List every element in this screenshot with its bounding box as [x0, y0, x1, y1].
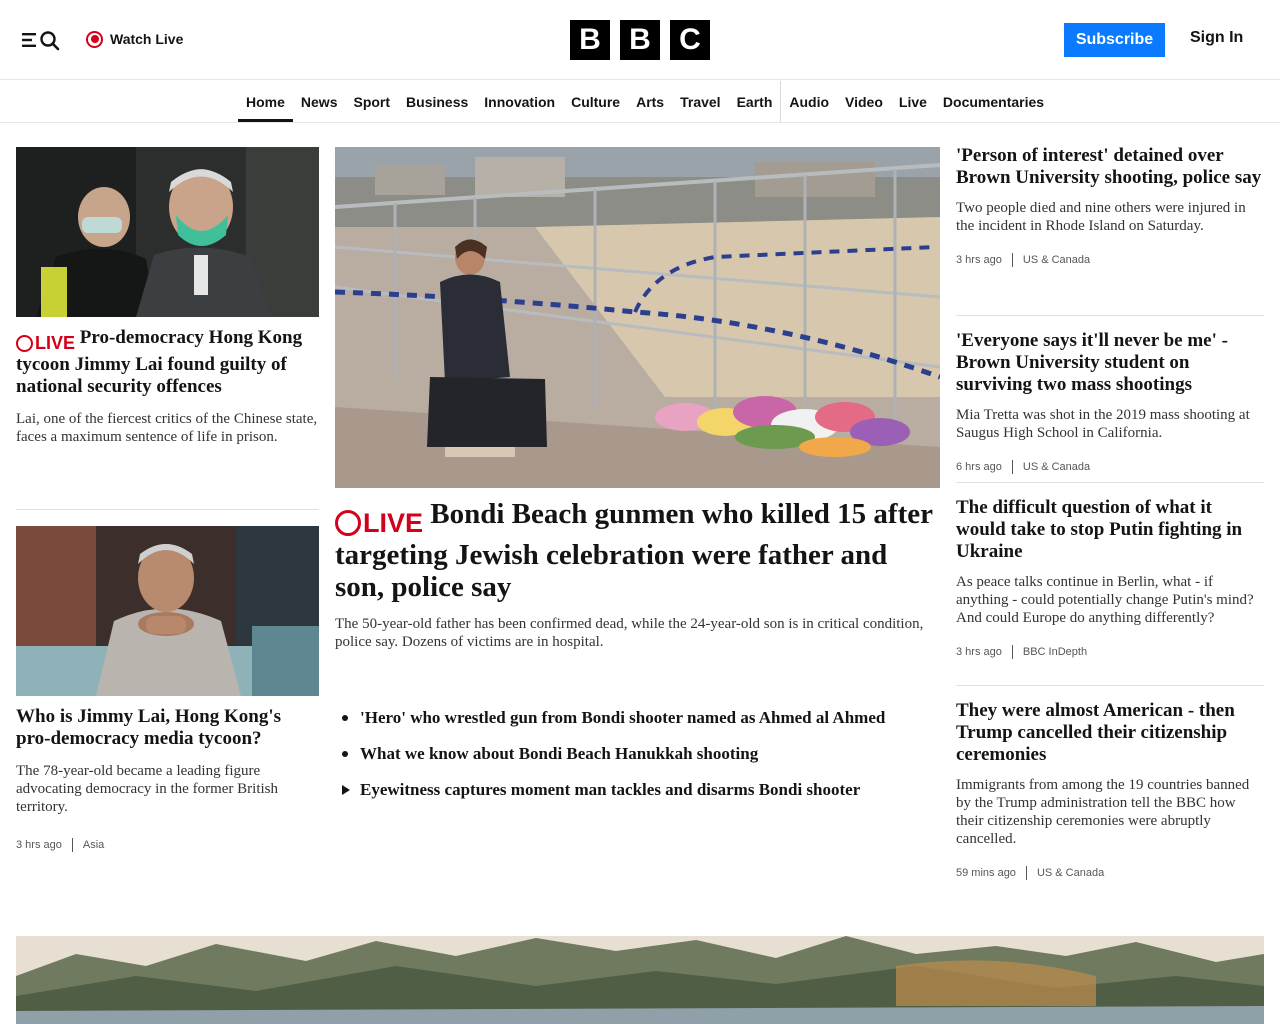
meta-separator — [72, 838, 73, 852]
related-stories-list — [340, 700, 940, 808]
watch-live-label: Watch Live — [110, 31, 184, 47]
story-headline[interactable]: 'Everyone says it'll never be me' - Brown University student on surviving two mass shootings — [956, 330, 1228, 395]
divider — [956, 315, 1264, 316]
story-timestamp: 6 hrs ago — [956, 461, 1002, 473]
story-image-jimmy-lai-escorted[interactable] — [16, 147, 319, 317]
nav-item-home[interactable]: Home — [238, 81, 293, 122]
story-timestamp: 3 hrs ago — [956, 646, 1002, 658]
story-meta — [956, 645, 1264, 659]
story-summary: Lai, one of the fiercest critics of the Chinese state, faces a maximum sentence of life in prison. — [16, 411, 318, 445]
bullet-icon — [340, 751, 360, 757]
live-icon — [86, 31, 103, 48]
story-section-link[interactable]: BBC InDepth — [1022, 646, 1088, 658]
menu-search-icon — [20, 26, 64, 54]
story-timestamp: 59 mins ago — [956, 867, 1016, 879]
watch-live-link[interactable] — [86, 28, 183, 50]
live-badge-label: LIVE — [35, 333, 76, 353]
meta-separator — [1012, 460, 1013, 474]
story-headline[interactable] — [16, 327, 319, 398]
live-badge — [335, 507, 423, 539]
related-story-text: What we know about Bondi Beach Hanukkah shooting — [360, 744, 759, 763]
live-icon — [16, 335, 33, 352]
nav-item-audio[interactable]: Audio — [780, 81, 837, 122]
bullet-icon — [340, 715, 360, 721]
nav-item-travel[interactable]: Travel — [680, 93, 721, 110]
sign-in-link[interactable]: Sign In — [1190, 29, 1244, 46]
divider — [16, 509, 319, 510]
meta-separator — [1026, 866, 1027, 880]
nav-item-news[interactable]: News — [300, 93, 338, 110]
story-section-link[interactable]: US & Canada — [1036, 867, 1105, 879]
nav-item-sport[interactable]: Sport — [353, 93, 391, 110]
story-section-link[interactable]: US & Canada — [1022, 254, 1091, 266]
story-timestamp: 3 hrs ago — [956, 254, 1002, 266]
live-icon — [335, 510, 361, 536]
lead-story-headline[interactable] — [335, 498, 940, 603]
story-meta — [956, 253, 1264, 267]
divider — [956, 482, 1264, 483]
nav-item-innovation[interactable]: Innovation — [484, 93, 556, 110]
related-story-text: 'Hero' who wrestled gun from Bondi shooter named as Ahmed al Ahmed — [360, 708, 886, 727]
masthead — [0, 0, 1280, 80]
nav-item-arts[interactable]: Arts — [636, 93, 665, 110]
live-badge — [16, 332, 75, 354]
story-card-putin-ukraine — [956, 497, 1264, 659]
divider — [956, 685, 1264, 686]
story-meta — [16, 838, 319, 852]
story-meta — [956, 460, 1264, 474]
story-section-link[interactable]: Asia — [82, 839, 105, 851]
story-summary: Immigrants from among the 19 countries banned by the Trump administration tell the BBC how their citizenship ceremonies were abruptly cancelled. — [956, 777, 1250, 847]
nav-item-documentaries[interactable]: Documentaries — [942, 93, 1045, 110]
story-card-jimmy-lai-guilty — [16, 327, 319, 446]
subscribe-button[interactable]: Subscribe — [1064, 23, 1165, 57]
logo-letter-b2: B — [620, 20, 660, 60]
nav-item-culture[interactable]: Culture — [571, 93, 621, 110]
nav-item-video[interactable]: Video — [845, 93, 883, 110]
story-headline[interactable]: They were almost American - then Trump cancelled their citizenship ceremonies — [956, 700, 1235, 765]
primary-nav — [0, 81, 1280, 123]
story-headline-text: Pro-democracy Hong Kong tycoon Jimmy Lai found guilty of national security offences — [16, 327, 303, 397]
story-headline[interactable]: The difficult question of what it would take to stop Putin fighting in Ukraine — [956, 497, 1243, 562]
story-summary: Mia Tretta was shot in the 2019 mass shooting at Saugus High School in California. — [956, 407, 1250, 441]
story-card-brown-detained — [956, 145, 1264, 267]
story-summary: The 78-year-old became a leading figure advocating democracy in the former British territory. — [16, 763, 278, 815]
logo-letter-c: C — [670, 20, 710, 60]
bbc-logo[interactable] — [570, 20, 710, 60]
related-video-link[interactable] — [340, 772, 940, 808]
related-story-link[interactable] — [340, 736, 940, 772]
meta-separator — [1012, 253, 1013, 267]
feature-image-mountain-landscape[interactable] — [16, 936, 1264, 1024]
story-headline[interactable]: 'Person of interest' detained over Brown University shooting, police say — [956, 145, 1262, 188]
lead-story-headline-text: Bondi Beach gunmen who killed 15 after targeting Jewish celebration were father and son, police say — [335, 498, 933, 603]
play-icon — [340, 785, 360, 795]
menu-search-button[interactable] — [20, 26, 64, 54]
meta-separator — [1012, 645, 1013, 659]
logo-letter-b1: B — [570, 20, 610, 60]
story-timestamp: 3 hrs ago — [16, 839, 62, 851]
lead-story-card — [335, 498, 940, 651]
story-headline[interactable]: Who is Jimmy Lai, Hong Kong's pro-democracy media tycoon? — [16, 706, 281, 749]
story-summary: As peace talks continue in Berlin, what - if anything - could potentially change Putin's mind? And could Europe do anything differently? — [956, 574, 1254, 626]
story-card-citizenship-ceremonies — [956, 700, 1264, 880]
related-story-text: Eyewitness captures moment man tackles and disarms Bondi shooter — [360, 780, 861, 799]
lead-story-image-bondi-memorial[interactable] — [335, 147, 940, 488]
story-image-jimmy-lai-portrait[interactable] — [16, 526, 319, 696]
story-card-brown-student — [956, 330, 1264, 474]
story-meta — [956, 866, 1264, 880]
story-summary: Two people died and nine others were injured in the incident in Rhode Island on Saturday. — [956, 200, 1246, 234]
lead-story-summary: The 50-year-old father has been confirmed dead, while the 24-year-old son is in critical condition, police say. Dozens of victims are in hospital. — [335, 616, 924, 650]
nav-item-business[interactable]: Business — [406, 93, 469, 110]
story-section-link[interactable]: US & Canada — [1022, 461, 1091, 473]
nav-item-earth[interactable]: Earth — [736, 93, 773, 110]
nav-item-live[interactable]: Live — [898, 93, 927, 110]
story-card-who-is-jimmy-lai — [16, 706, 319, 852]
live-badge-label: LIVE — [363, 508, 424, 538]
related-story-link[interactable] — [340, 700, 940, 736]
